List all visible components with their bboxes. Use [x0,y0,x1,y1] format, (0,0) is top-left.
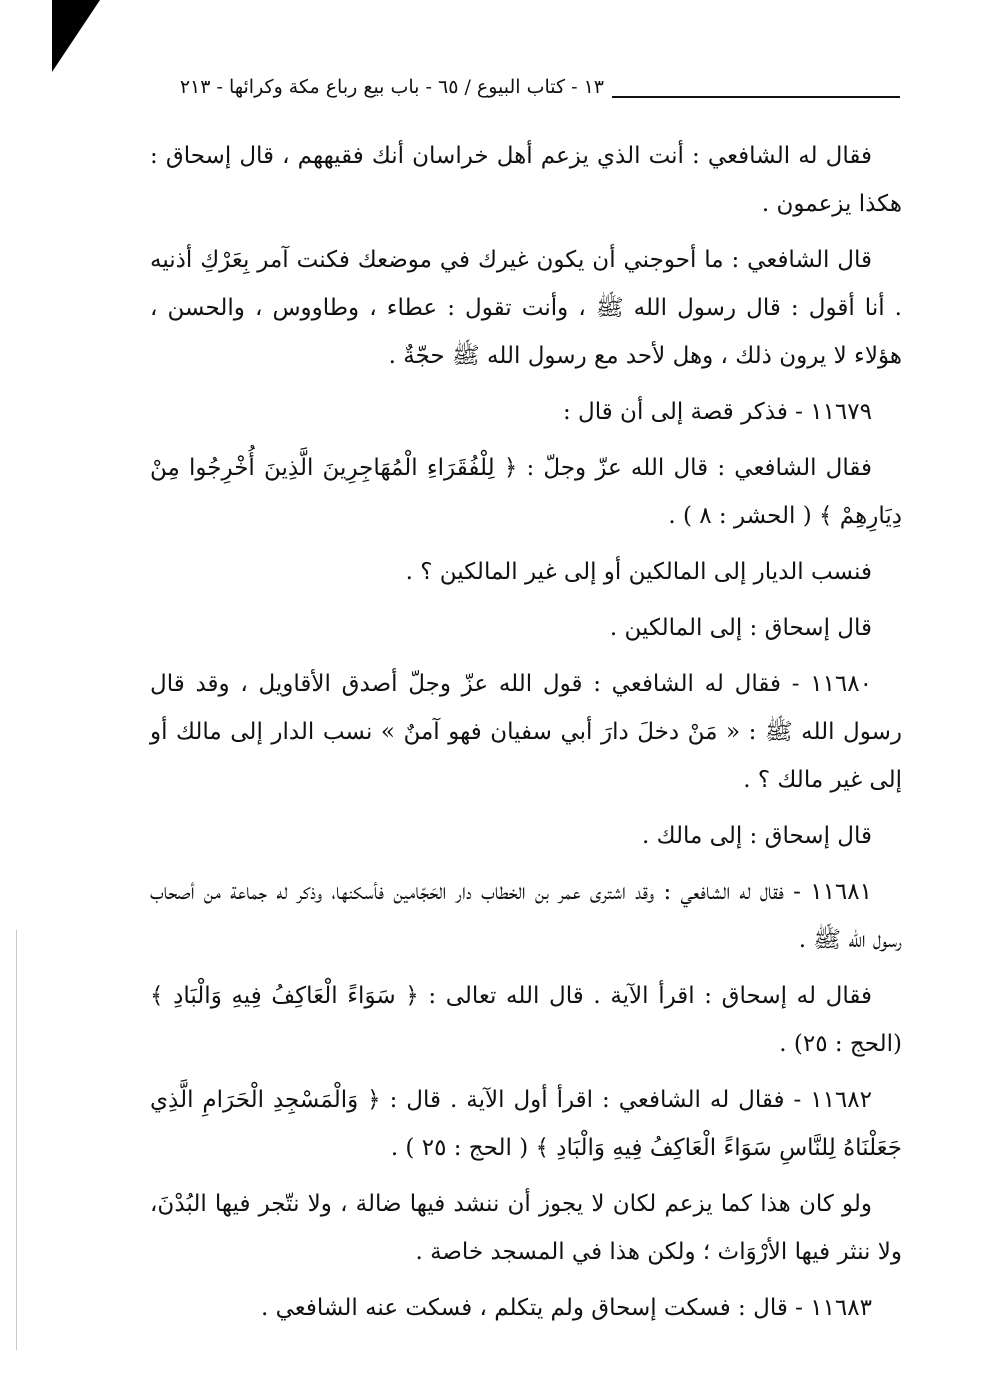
page-corner-mark [52,0,100,72]
paragraph-6: قال إسحاق : إلى المالكين . [609,615,872,641]
paragraph-5: فنسب الديار إلى المالكين أو إلى غير المالكين ؟ . [405,559,872,585]
paragraph-7: ١١٦٨٠ - فقال له الشافعي : قول الله عزّ وجلّ أصدق الأقاويل ، وقد قال رسول الله ﷺ : « مَنْ دخلَ دارَ أبي سفيان فهو آمنٌ » نسب الدار إلى مالك أو إلى غير مالك ؟ . [150,671,902,793]
running-header [140,72,900,108]
paragraph-1: فقال له الشافعي : أنت الذي يزعم أهل خراسان أنك فقيههم ، قال إسحاق : هكذا يزعمون . [150,143,902,217]
paragraph-10: فقال له إسحاق : اقرأ الآية . قال الله تعالى : ﴿ سَوَاءً الْعَاكِفُ فِيهِ وَالْبَادِ ﴾ (الحج : ٢٥) . [150,983,902,1057]
paragraph-13: ١١٦٨٣ - قال : فسكت إسحاق ولم يتكلم ، فسكت عنه الشافعي . [260,1295,872,1321]
header-rule [612,96,900,98]
paragraph-9: ١١٦٨١ - فقال له الشافعي : وقد اشترى عمر بن الخطاب دار الحَجّامين فأسكنها، وذكر له جماعة من أصحاب رسول الله ﷺ . [150,879,902,953]
paragraph-12: ولو كان هذا كما يزعم لكان لا يجوز أن ننشد فيها ضالة ، ولا نتّجر فيها البُدْنَ، ولا ننثر فيها الأرْوَاث ؛ ولكن هذا في المسجد خاصة . [150,1191,902,1265]
scan-edge-line [16,930,17,1350]
paragraph-4: فقال الشافعي : قال الله عزّ وجلّ : ﴿ لِلْفُقَرَاءِ الْمُهَاجِرِينَ الَّذِينَ أُخْرِجُوا مِنْ دِيَارِهِمْ ﴾ ( الحشر : ٨ ) . [150,455,902,529]
page-body [150,132,902,1340]
paragraph-3: ١١٦٧٩ - فذكر قصة إلى أن قال : [562,399,872,425]
paragraph-11: ١١٦٨٢ - فقال له الشافعي : اقرأ أول الآية . قال : ﴿ وَالْمَسْجِدِ الْحَرَامِ الَّذِي جَعَلْنَاهُ لِلنَّاسِ سَوَاءً الْعَاكِفُ فِيهِ وَالْبَادِ ﴾ ( الحج : ٢٥ ) . [150,1087,902,1161]
running-title: ١٣ - كتاب البيوع / ٦٥ - باب بيع رباع مكة وكرائها - ٢١٣ [179,76,604,98]
paragraph-8: قال إسحاق : إلى مالك . [642,823,872,849]
paragraph-2: قال الشافعي : ما أحوجني أن يكون غيرك في موضعك فكنت آمر بِعَرْكِ أذنيه . أنا أقول : قال رسول الله ﷺ ، وأنت تقول : عطاء ، وطاووس ، والحسن ، هؤلاء لا يرون ذلك ، وهل لأحد مع رسول الله ﷺ حجّةٌ . [150,247,902,369]
